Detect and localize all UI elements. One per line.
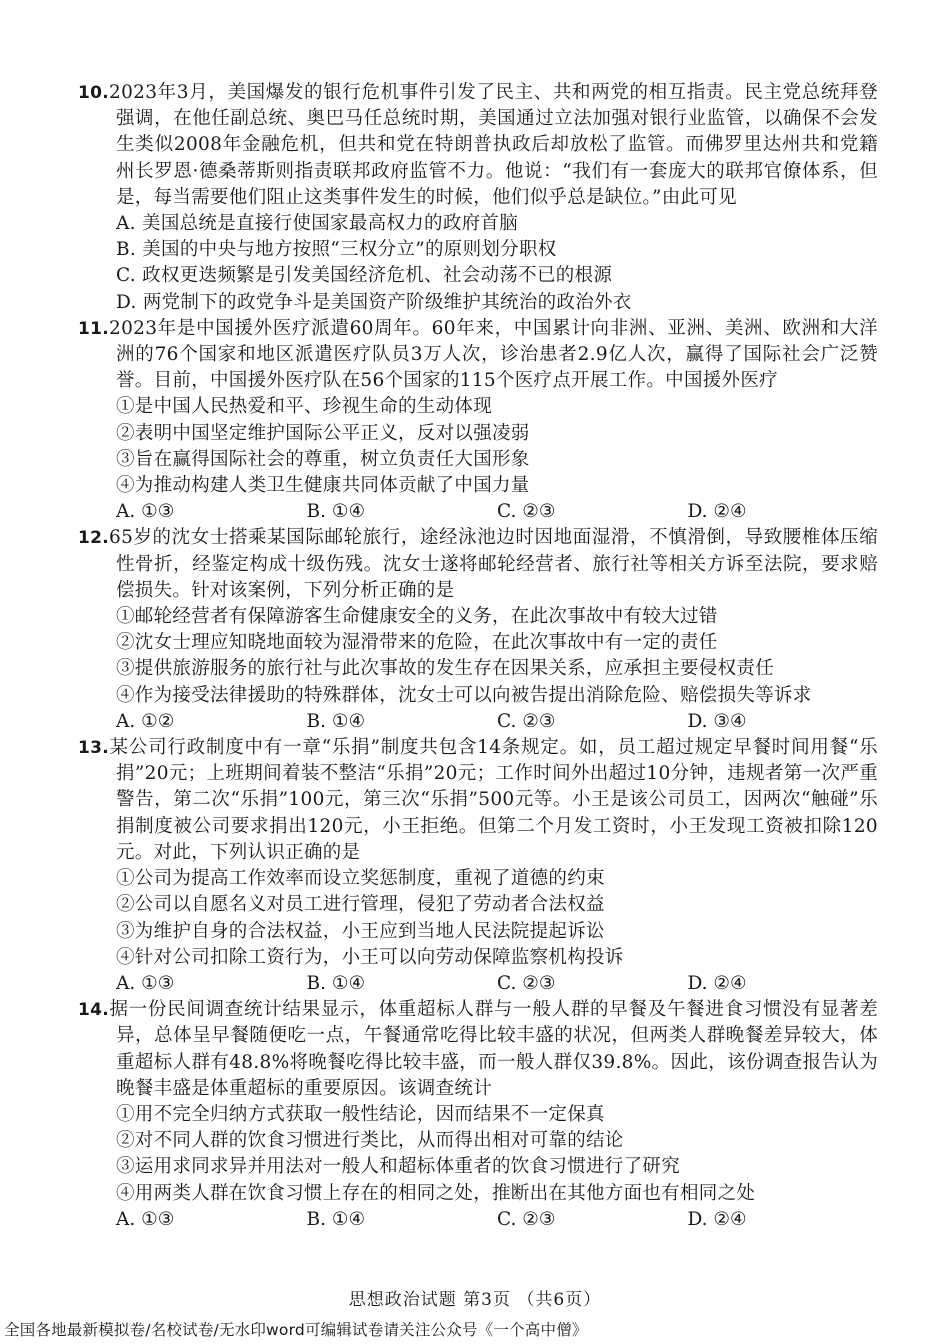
question-stem: 13.某公司行政制度中有一章“乐捐”制度共包含14条规定。如，员工超过规定早餐时间用餐“乐捐”20元；上班期间着装不整洁“乐捐”20元；工作时间外出超过10分钟，违规者第一次严重警告，第二次“乐捐”100元，第三次“乐捐”500元等。小王是该公司员工，因两次“触碰”乐捐制度被公司要求捐出120元，小王拒绝。但第二个月发工资时，小王发现工资被扣除120元。对此，下列认识正确的是 [78,737,878,863]
choice-b: B. ①④ [306,972,366,994]
question-12 [78,525,878,735]
choice-d: D. ②④ [687,1208,747,1230]
statement-3: ③为维护自身的合法权益，小王应到当地人民法院提起诉讼 [116,920,605,942]
question-number: 12. [78,528,110,549]
choice-a: A. ①③ [116,972,175,994]
statement-2: ②表明中国坚定维护国际公平正义，反对以强凌弱 [116,422,530,444]
statement-4: ④作为接受法律援助的特殊群体，沈女士可以向被告提出消除危险、赔偿损失等诉求 [116,684,812,706]
statement-3: ③旨在赢得国际社会的尊重，树立负责任大国形象 [116,448,530,470]
choice-c: C. ②③ [497,501,556,523]
choice-b: B. ①④ [306,710,366,732]
choice-b: B. ①④ [306,1208,366,1230]
answer-choices [78,499,878,525]
choice-d: D. ③④ [687,710,747,732]
statement-1: ①用不完全归纳方式获取一般性结论，因而结果不一定保真 [116,1103,605,1125]
statement-3: ③提供旅游服务的旅行社与此次事故的发生存在因果关系，应承担主要侵权责任 [116,658,775,680]
choice-a: A. ①③ [116,501,175,523]
choice-a: A. ①③ [116,1208,175,1230]
choice-d: D. ②④ [687,501,747,523]
question-stem: 10.2023年3月，美国爆发的银行危机事件引发了民主、共和两党的相互指责。民主党总统拜登强调，在他任副总统、奥巴马任总统时期，美国通过立法加强对银行业监管，以确保不会发生类似2008年金融危机，但共和党在特朗普执政后却放松了监管。而佛罗里达州共和党籍州长罗恩·德桑蒂斯则指责联邦政府监管不力。他说：“我们有一套庞大的联邦官僚体系，但是，每当需要他们阻止这类事件发生的时候，他们似乎总是缺位。”由此可见 [78,82,878,208]
answer-choices [78,1207,878,1233]
choice-c: C. ②③ [497,972,556,994]
question-number: 11. [78,318,110,339]
question-number: 10. [78,83,110,103]
question-14 [78,997,878,1233]
option-b: B. 美国的中央与地方按照“三权分立”的原则划分职权 [116,239,557,261]
statement-3: ③运用求同求异并用法对一般人和超标体重者的饮食习惯进行了研究 [116,1156,681,1178]
option-d: D. 两党制下的政党争斗是美国资产阶级维护其统治的政治外衣 [116,291,632,313]
statement-2: ②对不同人群的饮食习惯进行类比，从而得出相对可靠的结论 [116,1130,624,1152]
questions-area [78,80,878,1233]
statement-2: ②沈女士理应知晓地面较为湿滑带来的危险，在此次事故中有一定的责任 [116,632,718,654]
statement-1: ①邮轮经营者有保障游客生命健康安全的义务，在此次事故中有较大过错 [116,606,718,628]
question-11 [78,316,878,526]
statement-4: ④针对公司扣除工资行为，小王可以向劳动保障监察机构投诉 [116,946,624,968]
bottom-note: 全国各地最新模拟卷/名校试卷/无水印word可编辑试卷请关注公众号《一个高中僧》 [4,1321,588,1339]
choice-d: D. ②④ [687,972,747,994]
question-13 [78,735,878,997]
statement-1: ①公司为提高工作效率而设立奖惩制度，重视了道德的约束 [116,868,605,890]
choice-c: C. ②③ [497,710,556,732]
choice-c: C. ②③ [497,1208,556,1230]
statement-2: ②公司以自愿名义对员工进行管理，侵犯了劳动者合法权益 [116,894,605,916]
question-number: 13. [78,738,110,759]
choice-a: A. ①② [116,710,175,732]
answer-choices [78,709,878,735]
question-stem: 14.据一份民间调查统计结果显示，体重超标人群与一般人群的早餐及午餐进食习惯没有显著差异，总体呈早餐随便吃一点，午餐通常吃得比较丰盛的状况，但两类人群晚餐差异较大，体重超标人群有48.8%将晚餐吃得比较丰盛，而一般人群仅39.8%。因此，该份调查报告认为晚餐丰盛是体重超标的重要原因。该调查统计 [78,999,878,1099]
answer-choices [78,971,878,997]
question-number: 14. [78,1000,110,1021]
statement-4: ④用两类人群在饮食习惯上存在的相同之处，推断出在其他方面也有相同之处 [116,1182,756,1204]
question-10 [78,80,878,316]
option-c: C. 政权更迭频繁是引发美国经济危机、社会动荡不已的根源 [116,265,613,287]
statement-1: ①是中国人民热爱和平、珍视生命的生动体现 [116,396,493,418]
statement-4: ④为推动构建人类卫生健康共同体贡献了中国力量 [116,475,530,497]
question-stem: 11.2023年是中国援外医疗派遣60周年。60年来，中国累计向非洲、亚洲、美洲、欧洲和大洋洲的76个国家和地区派遣医疗队员3万人次，诊治患者2.9亿人次，赢得了国际社会广泛赞誉。目前，中国援外医疗队在56个国家的115个医疗点开展工作。中国援外医疗 [78,317,878,392]
choice-b: B. ①④ [306,501,366,523]
question-stem: 12.65岁的沈女士搭乘某国际邮轮旅行，途经泳池边时因地面湿滑，不慎滑倒，导致腰椎体压缩性骨折，经鉴定构成十级伤残。沈女士遂将邮轮经营者、旅行社等相关方诉至法院，要求赔偿损失。针对该案例，下列分析正确的是 [78,527,878,601]
option-a: A. 美国总统是直接行使国家最高权力的政府首脑 [116,213,519,235]
page-footer: 思想政治试题 第3页 （共6页） [348,1290,602,1310]
